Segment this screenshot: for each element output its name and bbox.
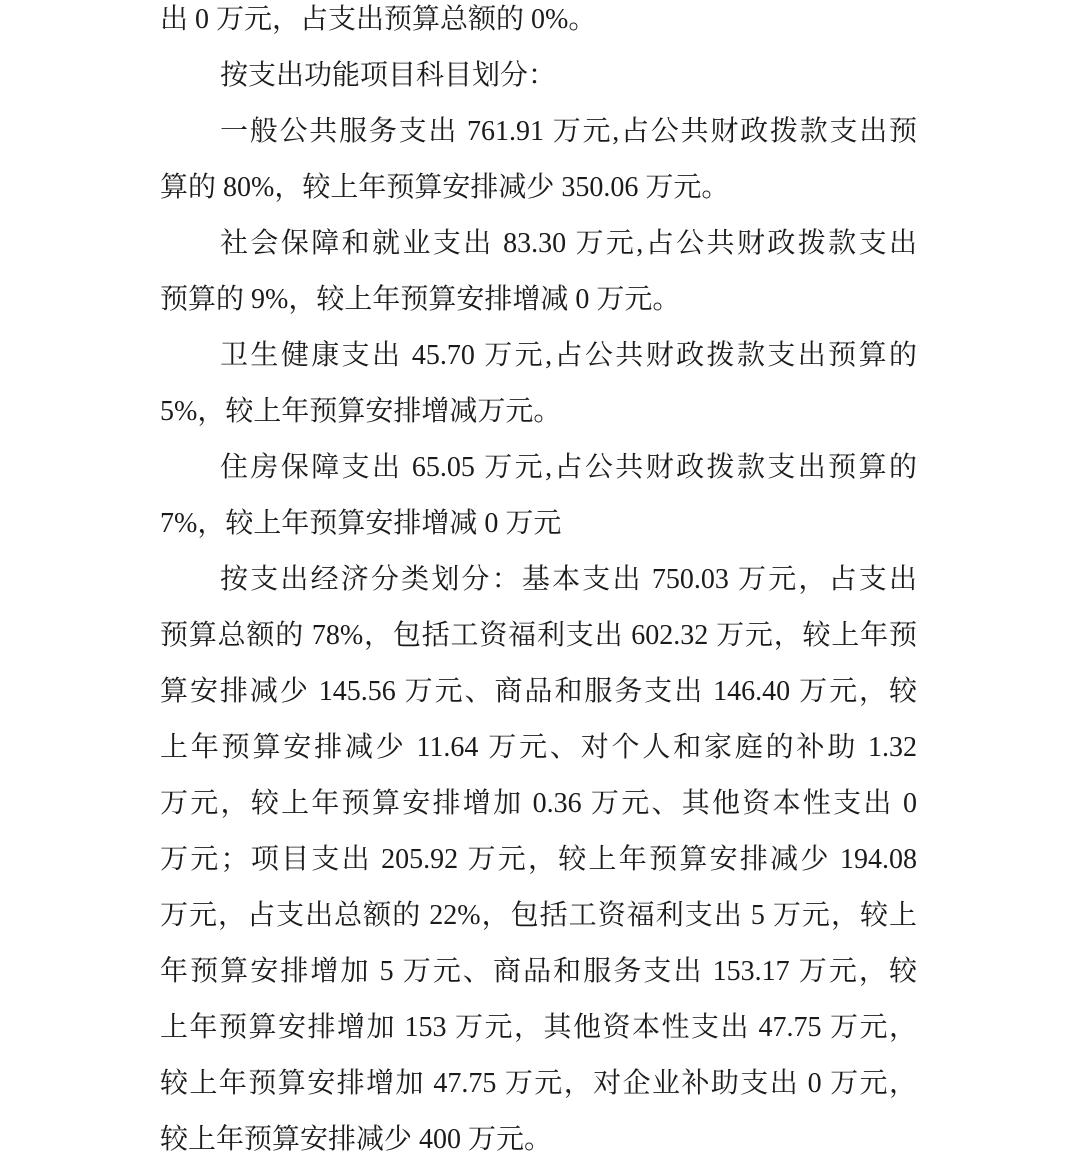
text-line: 按支出功能项目科目划分： xyxy=(220,60,557,91)
text-line: 万元，较上年预算安排增加 0.36 万元、其他资本性支出 0 xyxy=(160,788,917,819)
text-line: 一般公共服务支出 761.91 万元,占公共财政拨款支出预 xyxy=(220,116,917,147)
text-line: 7%，较上年预算安排增减 0 万元 xyxy=(160,508,562,539)
text-line: 较上年预算安排增加 47.75 万元，对企业补助支出 0 万元， xyxy=(160,1068,917,1099)
text-line: 上年预算安排增加 153 万元，其他资本性支出 47.75 万元， xyxy=(160,1012,917,1043)
text-line: 万元，占支出总额的 22%，包括工资福利支出 5 万元，较上 xyxy=(160,900,917,931)
text-line: 卫生健康支出 45.70 万元,占公共财政拨款支出预算的 xyxy=(220,340,917,371)
text-block xyxy=(160,0,917,1163)
text-line: 5%，较上年预算安排增减万元。 xyxy=(160,396,562,427)
text-line: 社会保障和就业支出 83.30 万元,占公共财政拨款支出 xyxy=(220,228,917,259)
text-line: 万元；项目支出 205.92 万元，较上年预算安排减少 194.08 xyxy=(160,844,917,875)
text-line: 算的 80%，较上年预算安排减少 350.06 万元。 xyxy=(160,172,730,203)
text-line: 预算的 9%，较上年预算安排增减 0 万元。 xyxy=(160,284,681,315)
text-line: 年预算安排增加 5 万元、商品和服务支出 153.17 万元，较 xyxy=(160,956,917,987)
text-line: 按支出经济分类划分：基本支出 750.03 万元，占支出 xyxy=(220,564,917,595)
text-line: 住房保障支出 65.05 万元,占公共财政拨款支出预算的 xyxy=(220,452,917,483)
text-line: 算安排减少 145.56 万元、商品和服务支出 146.40 万元，较 xyxy=(160,676,917,707)
text-line: 较上年预算安排减少 400 万元。 xyxy=(160,1124,553,1155)
text-line: 上年预算安排减少 11.64 万元、对个人和家庭的补助 1.32 xyxy=(160,732,917,763)
text-line: 出 0 万元，占支出预算总额的 0%。 xyxy=(160,4,597,35)
text-line: 预算总额的 78%，包括工资福利支出 602.32 万元，较上年预 xyxy=(160,620,917,651)
